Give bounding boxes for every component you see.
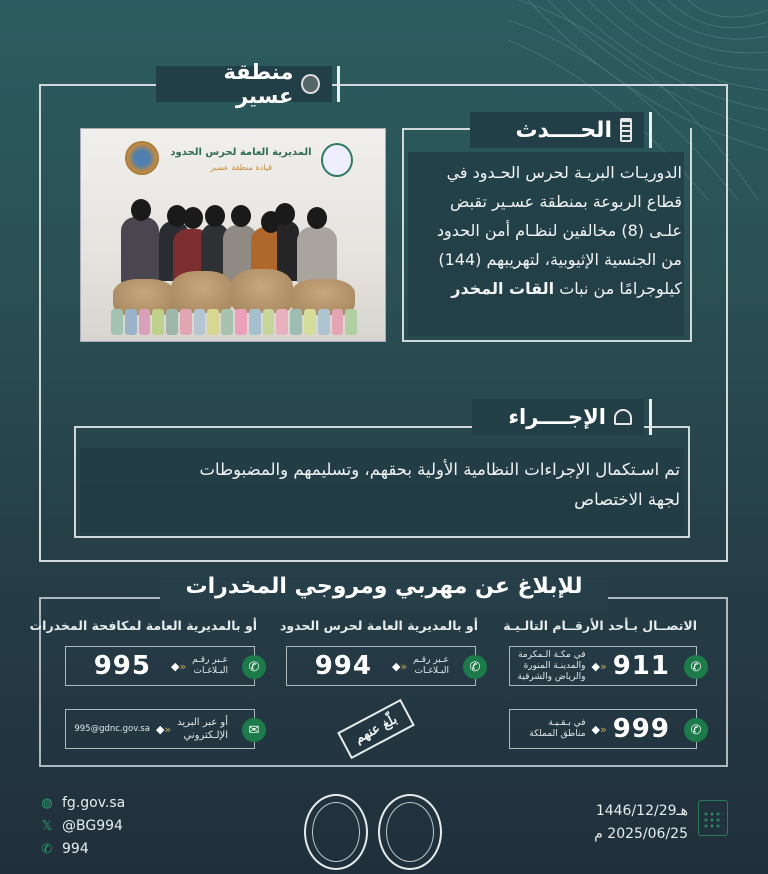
- caption-line: والرياض والشرقية: [517, 671, 586, 682]
- emblem-inner: [386, 802, 434, 862]
- sack: [231, 269, 293, 313]
- caption-line: أو عبر البريد: [177, 717, 228, 728]
- incident-line: [410, 274, 682, 303]
- action-line: تم اسـتكمال الإجراءات النظامية الأولية بحقهم، وتسليمهم والمضبوطات: [199, 460, 680, 479]
- head: [275, 203, 295, 225]
- box-caption: [518, 650, 586, 683]
- box-caption: [192, 655, 228, 677]
- footer-website[interactable]: [40, 792, 125, 815]
- incident-line: الدوريـات البريـة لحرس الحـدود في: [446, 163, 682, 182]
- action-line: لجهة الاختصاص: [574, 490, 680, 509]
- contact-box-911[interactable]: [509, 646, 702, 686]
- head: [307, 207, 327, 229]
- footer-links: [40, 792, 125, 861]
- footer-x[interactable]: [40, 815, 125, 838]
- incident-tag: [470, 112, 644, 148]
- caption-line: البـلاغـات: [414, 666, 449, 676]
- incident-frame-top: [402, 128, 472, 130]
- incident-line: قطاع الربوعة بمنطقة عسـير تقبض: [450, 192, 682, 211]
- photo-banner-title: المديرية العامة لحرس الحدود: [170, 147, 312, 158]
- box-caption: [529, 718, 585, 740]
- number-995: 995: [93, 651, 151, 681]
- report-title: للإبلاغ عن مهربي ومروجي المخدرات: [185, 574, 583, 599]
- incident-highlight: القات المخدر: [451, 279, 555, 298]
- tag-bar: [337, 66, 340, 102]
- phone-icon: ✆: [463, 655, 487, 679]
- contact-box-email[interactable]: [65, 709, 260, 749]
- phone-text: 994: [62, 841, 89, 857]
- contact-box-995[interactable]: [65, 646, 260, 686]
- head: [205, 205, 225, 227]
- action-tag: [472, 399, 644, 435]
- packages: [111, 309, 357, 335]
- x-handle: @BG994: [62, 818, 123, 834]
- chevron-icon: «◆: [170, 659, 187, 673]
- globe-icon: ◍: [41, 796, 53, 811]
- incident-line-text: كيلوجرامًا من نبات: [554, 279, 682, 298]
- phone-icon: ✆: [684, 718, 708, 742]
- caption-line: عـبر رقـم: [413, 655, 449, 665]
- chevron-icon: «◆: [591, 722, 607, 736]
- col-title-2: أو بالمديرية العامة لحرس الحدود: [279, 618, 478, 633]
- logo-left: [125, 141, 159, 175]
- caption-line: البـلاغـات: [193, 666, 228, 676]
- footer-phone[interactable]: [40, 838, 125, 861]
- box-caption: [177, 716, 228, 742]
- region-emblem-icon: [301, 74, 320, 94]
- region-label: منطقة عسير: [223, 60, 294, 108]
- footer-dates: [594, 800, 688, 846]
- caption-line: في مكـة الـمكرمة: [518, 649, 586, 660]
- stamp-text: بلّغ عنهم: [352, 711, 400, 747]
- photo-banner-subtitle: قيادة منطقة عسير: [210, 163, 272, 172]
- website-text: fg.gov.sa: [62, 795, 126, 811]
- caption-line: الإلـكتروني: [183, 730, 228, 741]
- number-999: 999: [612, 714, 670, 744]
- x-logo-icon: 𝕏: [41, 819, 53, 834]
- head: [131, 199, 151, 221]
- logo-right: [321, 143, 353, 177]
- col-title-3: أو بالمديرية العامة لمكافحة المخدرات: [29, 618, 257, 633]
- incident-frame-left: [402, 128, 404, 342]
- contact-box-994[interactable]: [286, 646, 481, 686]
- chevron-icon: «◆: [591, 659, 607, 673]
- siren-icon: [614, 409, 632, 425]
- person: [121, 217, 159, 283]
- seizure-photo: [80, 128, 386, 342]
- incident-title: الحــــدث: [515, 117, 612, 143]
- box-caption: [413, 655, 449, 677]
- head: [183, 207, 203, 229]
- hijri-date: 1446/12/29هـ: [595, 803, 688, 819]
- email-address[interactable]: 995@gdnc.gov.sa: [74, 724, 150, 734]
- caption-line: والمدينـة المنورة: [523, 660, 586, 671]
- calendar-icon: [698, 800, 728, 836]
- col-title-1: الاتصــال بـأحد الأرقــام التالـيـة: [503, 618, 697, 633]
- caption-line: في بـقـيـة: [548, 718, 586, 728]
- gregorian-date: 2025/06/25 م: [594, 826, 688, 842]
- sack: [171, 271, 233, 313]
- head: [231, 205, 251, 227]
- email-icon: ✉: [242, 718, 266, 742]
- phone-icon: ✆: [242, 655, 266, 679]
- emblem-inner: [312, 802, 360, 862]
- action-text: [86, 455, 680, 515]
- person: [297, 227, 337, 283]
- region-tag: [156, 60, 332, 108]
- contact-box-999[interactable]: [509, 709, 702, 749]
- chevron-icon: «◆: [155, 722, 172, 736]
- number-994: 994: [314, 651, 372, 681]
- tag-bar: [649, 399, 652, 435]
- number-911: 911: [612, 651, 670, 681]
- incident-text: [410, 158, 682, 303]
- radio-device-icon: [620, 118, 632, 142]
- action-title: الإجــــراء: [508, 405, 606, 429]
- incident-line: من الجنسية الإثيوبية، لتهريبهم (144): [438, 250, 682, 269]
- tag-bar: [649, 112, 652, 148]
- phone-icon: ✆: [684, 655, 708, 679]
- incident-line: علـى (8) مخالفين لنظـام أمن الحدود: [436, 221, 682, 240]
- chevron-icon: «◆: [391, 659, 408, 673]
- caption-line: مناطق المملكة: [529, 729, 586, 739]
- caption-line: عـبر رقـم: [192, 655, 228, 665]
- phone-icon: ✆: [41, 842, 53, 857]
